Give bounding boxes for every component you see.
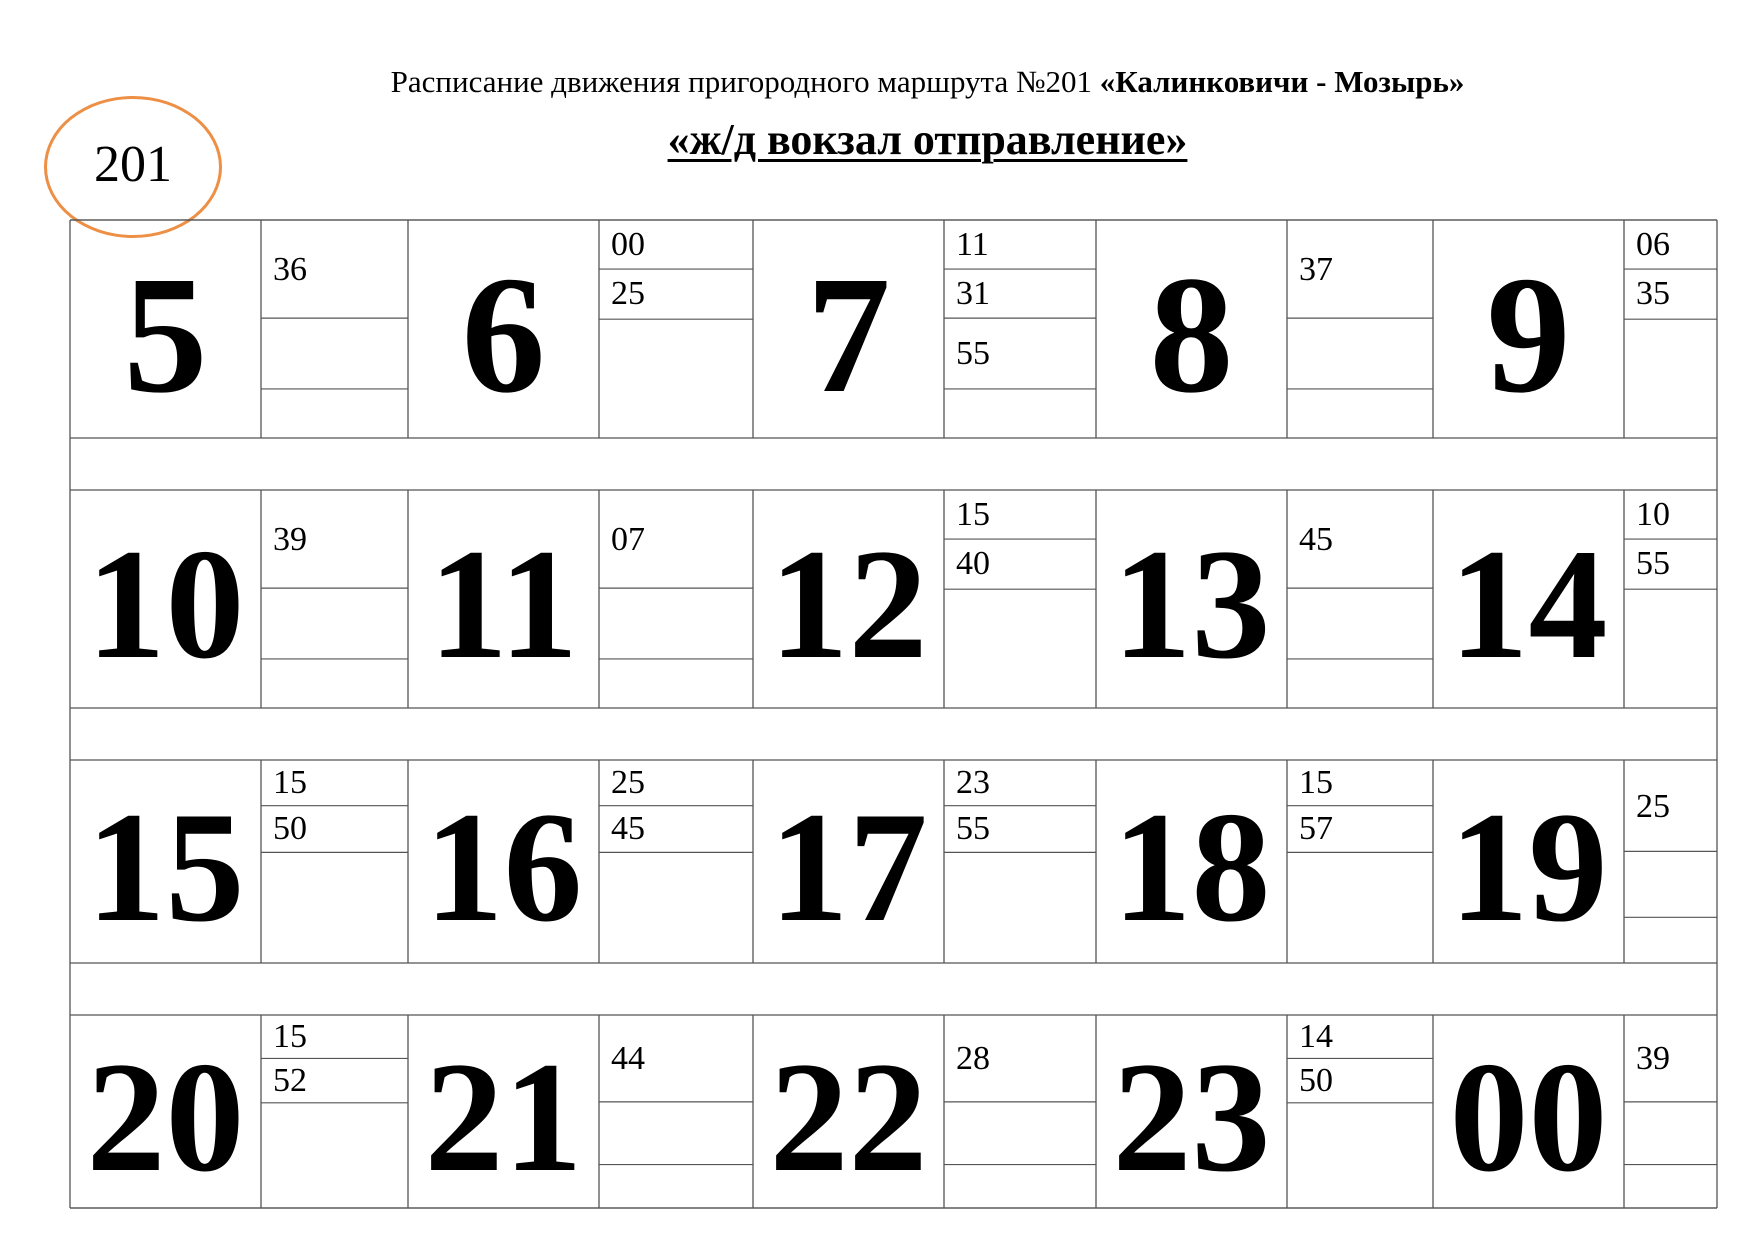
minute-value: 52 — [273, 1061, 307, 1099]
hour-label: 23 — [1112, 1029, 1271, 1205]
minute-value: 45 — [1299, 521, 1333, 559]
hour-label: 10 — [86, 517, 245, 692]
minute-value: 25 — [611, 275, 645, 313]
hour-label: 5 — [123, 242, 208, 428]
minute-value: 45 — [611, 810, 645, 848]
minute-value: 55 — [1636, 545, 1670, 583]
minute-value: 23 — [956, 764, 990, 802]
minute-value: 25 — [1636, 787, 1670, 825]
hour-label: 18 — [1112, 779, 1271, 955]
route-number-badge: 201 — [44, 96, 222, 238]
minute-value: 15 — [273, 1018, 307, 1056]
hour-label: 19 — [1449, 779, 1608, 955]
hour-label: 8 — [1149, 242, 1234, 428]
minute-value: 14 — [1299, 1018, 1333, 1056]
schedule-title — [0, 63, 1755, 101]
minute-value: 10 — [1636, 496, 1670, 534]
hour-label: 9 — [1486, 242, 1571, 428]
hour-label: 17 — [769, 779, 928, 955]
minute-value: 39 — [273, 521, 307, 559]
minute-value: 25 — [611, 764, 645, 802]
hour-label: 13 — [1112, 517, 1271, 692]
title-route-name: «Калинковичи - Мозырь» — [1099, 64, 1465, 99]
hour-label: 20 — [86, 1029, 245, 1205]
minute-value: 57 — [1299, 810, 1333, 848]
schedule-subtitle: «ж/д вокзал отправление» — [667, 115, 1188, 164]
minute-value: 50 — [273, 810, 307, 848]
minute-value: 28 — [956, 1040, 990, 1078]
minute-value: 55 — [956, 810, 990, 848]
hour-label: 7 — [806, 242, 891, 428]
minute-value: 15 — [1299, 764, 1333, 802]
minute-value: 50 — [1299, 1061, 1333, 1099]
minute-value: 07 — [611, 521, 645, 559]
hour-label: 14 — [1449, 517, 1608, 692]
minute-value: 11 — [956, 226, 989, 264]
minute-value: 40 — [956, 545, 990, 583]
hour-label: 21 — [424, 1029, 583, 1205]
minute-value: 00 — [611, 226, 645, 264]
hour-label: 6 — [461, 242, 546, 428]
minute-value: 31 — [956, 275, 990, 313]
minute-value: 39 — [1636, 1040, 1670, 1078]
minute-value: 15 — [273, 764, 307, 802]
minute-value: 35 — [1636, 275, 1670, 313]
minute-value: 36 — [273, 251, 307, 289]
hour-label: 12 — [769, 517, 928, 692]
minute-value: 55 — [956, 335, 990, 373]
minute-value: 37 — [1299, 251, 1333, 289]
hour-label: 11 — [428, 517, 579, 692]
minute-value: 06 — [1636, 226, 1670, 264]
hour-label: 15 — [86, 779, 245, 955]
minute-value: 15 — [956, 496, 990, 534]
title-plain: Расписание движения пригородного маршрута №201 — [390, 64, 1100, 99]
minute-value: 44 — [611, 1040, 645, 1078]
hour-label: 22 — [769, 1029, 928, 1205]
hour-label: 00 — [1449, 1029, 1608, 1205]
hour-label: 16 — [424, 779, 583, 955]
